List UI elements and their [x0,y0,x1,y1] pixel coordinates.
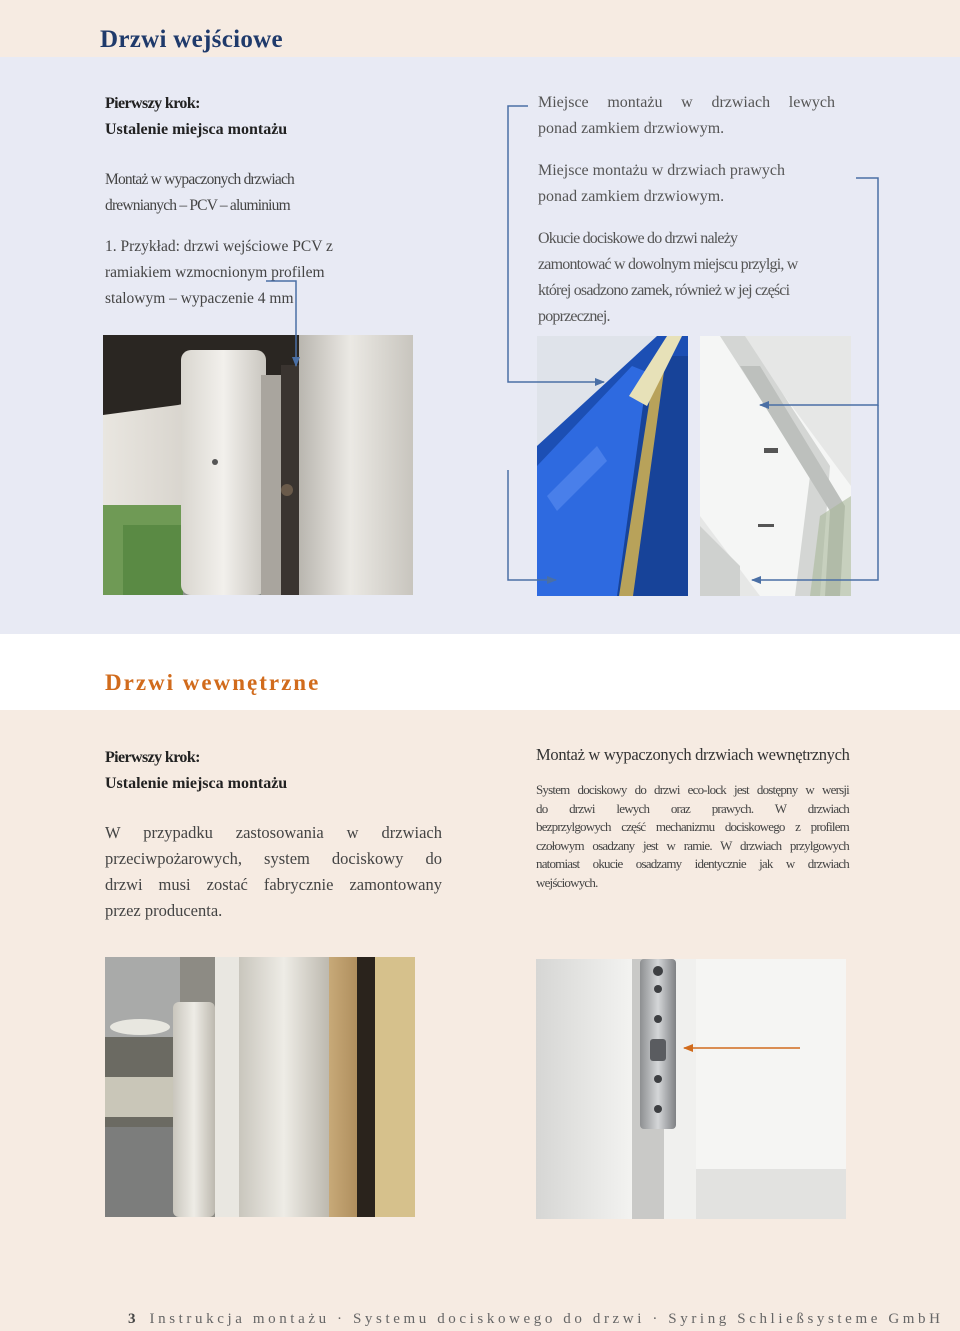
left-doors-text: Miejsce montażu w drzwiach lewych ponad zamkiem drzwiowym. [538,94,835,137]
interior-heading: Montaż w wypaczonych drzwiach wewnętrznych [536,745,850,764]
interior-text: System dociskowy do drzwi eco-lock jest dostępny w wersji do drzwi lewych oraz prawych. W drzwiach bezprzylgowych część mechanizmu dociskowego z profilem czołowym osadzany jest w ramie. W drzwiach przylgowych natomiast okucie osadzamy identycznie jak w drzwiach wejściowych. [536,782,849,890]
page-number: 3 [128,1311,136,1327]
step-title: Ustalenie miejsca montażu [105,121,288,138]
warped-doors-text: Montaż w wypaczonych drzwiach drewnianych – PCV – aluminium [105,171,294,214]
step-label-interior: Pierwszy krok: [105,749,200,766]
page-footer [128,1311,944,1328]
page-title: Drzwi wejściowe [100,26,283,53]
step-label: Pierwszy krok: [105,95,200,112]
example-text: 1. Przykład: drzwi wejściowe PCV z ramiakiem wzmocnionym profilem stalowym – wypaczenie 4 mm [105,238,333,307]
step-title-interior: Ustalenie miejsca montażu [105,775,288,792]
section-title-interior: Drzwi wewnętrzne [105,670,321,695]
fitting-text: Okucie dociskowe do drzwi należy zamontować w dowolnym miejscu przylgi, w której osadzono zamek, również w jej części poprzecznej. [538,230,798,325]
right-doors-text: Miejsce montażu w drzwiach prawych ponad zamkiem drzwiowym. [538,162,786,205]
footer-text: Instrukcja montażu · Systemu dociskowego do drzwi · Syring Schließsysteme GmbH [149,1311,944,1327]
fire-doors-text: W przypadku zastosowania w drzwiach przeciwpożarowych, system dociskowy do drzwi musi zostać fabrycznie zamontowany przez producenta. [105,823,442,920]
